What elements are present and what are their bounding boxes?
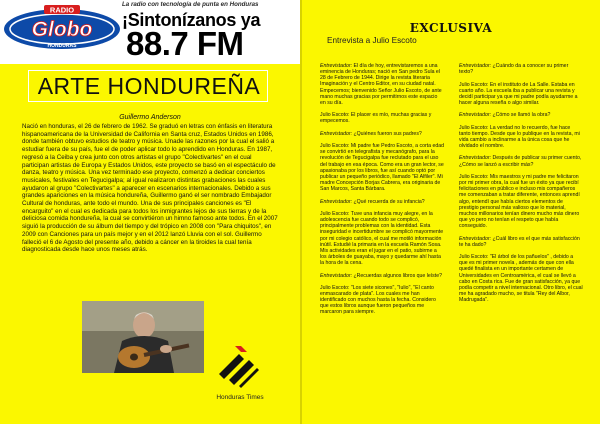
section-title: ARTE HONDUREÑA — [37, 73, 261, 99]
interview-paragraph: Entrevistador: Después de publicar su primer cuento, ¿Cómo se lanzó a escribir más? — [459, 155, 582, 168]
interview-paragraph: Julio Escoto: El placer es mío, muchas gracias y empecemos. — [320, 112, 432, 125]
radio-city: HONDURAS — [47, 43, 77, 49]
radio-call-to-action: ¡Sintonízanos ya — [122, 10, 261, 30]
interview-paragraph: Entrevistador: El día de hoy, entrevistaremos a una eminencia de Honduras; nació en San pedro Sula el 28 de Febrero de 1944. Dirige la revista literaria Imaginación y el Centro Editor, en su ciudad natal. Empecemos; bienvenido Señor Julio Escoto, de ante mano muchas gracias por permitirnos este espacio en su día. — [320, 63, 442, 106]
interview-paragraph: Julio Escoto: "El árbol de los pañuelos" , debido a que es mi primer novela , además de que con ella quedé finalista en un importante certamen de Universidades en Centroamérica, el cual se llevó a cabo en Costa rica. Fue de gran satisfacción, ya que podía competir a nivel internacional. Otro libro, el cual me ha agradado mucho, se titula "Rey del Albor, Madrugada". — [459, 254, 583, 304]
interview-paragraph: Julio Escoto: La verdad no lo recuerdo, fue hace tanto tiempo. Desde que lo publique en la revista, mi vida cambio a inclinarme a la única cosa que he olvidado el nombre. — [459, 124, 580, 150]
guitarist-illustration — [82, 301, 204, 373]
honduras-times-name: Honduras Times — [216, 394, 264, 401]
interview-paragraph: Entrevistador: ¿Qué recuerda de su infancia? — [320, 198, 425, 205]
radio-frequency: 88.7 FM — [126, 25, 244, 62]
article-author: Guillermo Anderson — [119, 114, 181, 121]
interview-paragraph: Entrevistador: ¿Cuándo da a conocer su primer texto? — [459, 63, 569, 76]
interview-paragraph: Entrevistador: ¿Cómo se llamó la obra? — [459, 112, 551, 119]
article-body: Nació en honduras, el 26 de febrero de 1962. Se graduó en letras con énfasis en literatura hispanoamericana de la Universidad de California en Santa cruz, Estados Unidos en 1986, donde también obtuvo estudios de teatro y música. Unade las razones por la cual el salió a estudiar fuera de su país, fue el de poder aplicar todo lo aprendido en Honduras. En 1987, regresó a la Ceiba y crea junto con otros artistas el grupo "Colectivartes" en el cual participan artistas de Europa y Estados Unidos, este proyecto se basó en el espectáculo de danza, teatro y música. Una vez terminado ese proyecto, comenzó a dedicar conciertos musicales, festivales en Tegucigalpa; al igual realizaron distintas grabaciones las cuales ayudaron al grupo "Colectivartes" a aparecer en escenarios internacionales. Debido a sus grandes apariciones en la música hondureña, Guillermo ganó el ser nombrado Embajador Cultural de honduras, ante todo el mundo. Una de sus principales canciones es "El encarguito" en el cual es dedicada para todos los inmigrantes lejos de sus tierras y de la deliciosa comida hondureña, la cual se convirtiéron un himno famoso ante todos. En el 2007 siguió la producción de su álbum del tiempo y del trópico en 2008 con "Para chiquitos", en 2009 con Canciones para un país mejor y en el 2012 lanzó Lluvia con el sol. Guillermo falleció el 6 de Agosto del presente año, debido a cáncer en la tiroides la cual tenía diagnosticada desde hace unos meses atrás. — [22, 123, 278, 254]
exclusive-heading: EXCLUSIVA — [409, 21, 493, 35]
interview-paragraph: Julio Escoto: Mis maestros y mi padre me felicitaron por mi primer obra, la cual fue un éxito ya que recibí felicitaciones en público e incluso mis compañeros me comenzaban a tratar diferente, entonces aprendí algo, entendí que había ciertos elementos de prestigio personal más valioso que lo material, muchos millonarios tenían dinero mucho más dinero que yo pero no tenían el respeto que había conseguido. — [459, 173, 580, 230]
interview-paragraph: Julio Escoto: Tuve una infancia muy alegre, en la adolescencia fue cuando todo se complicó, principalmente problemas con la identidad. Esta inseguridad e incertidumbre se complicó mayormente por mi colegio católico, el cual me motiló información inútil. Estudié la primaria en la escuela Ramón Sosa. Mis actividades eran el jugar en el patio, subirme a los árboles de guayaba, mayo y quedarme ahí hasta la hora de la cena. — [320, 210, 444, 267]
radio-label: RADIO — [49, 5, 75, 15]
radio-brand: Globo — [31, 18, 93, 41]
interview-paragraph: Julio Escoto: Mi padre fue Pedro Escoto, a corta edad se convirtió en telegrafista y mecanógrafo, para la revolución de Tegucigalpa fue reclutado para el uso del trabajo en esa época. Como era un gran lector, se apasionaba por los libros, fue así cuando optó por publicar un pequeño periódico, llamado "El Alfiler". Mi madre Concepción Borjas Cabrera, era originaria de San Marcos, Santa Bárbara. — [320, 143, 444, 193]
interview-column-left — [320, 63, 444, 322]
interview-subtitle: Entrevista a Julio Escoto — [327, 36, 417, 45]
interview-paragraph: Julio Escoto: "Los siete sicones", "Iulio", "El canto enmascarado de plata". Los cuales me han identificado con muchos hasta la fecha. Considero que estos libros aunque fueron pequeños me marcaron para siempre. — [320, 284, 436, 316]
interview-paragraph: Entrevistador: ¿Cuál libro es el que más satisfacción te ha dado? — [459, 235, 580, 248]
interview-paragraph: Entrevistador: ¿Quiénes fueron sus padres? — [320, 130, 422, 137]
section-title-box — [28, 70, 268, 102]
interview-paragraph: Julio Escoto: En el instituto de La Salle. Estaba en cuarto año. La escuela iba a publicar una revista y decidí participar ya que mi padre podía ayudarme a hacer alguna reseña o algo similar. — [459, 81, 578, 106]
honduras-times-logo — [215, 342, 261, 392]
guitarist-photo — [82, 301, 204, 373]
radio-tagline: La radio con tecnología de punta en Honduras — [122, 1, 259, 8]
interview-paragraph: Entrevistador: ¿Recuerdas algunos libros que leíste? — [320, 272, 442, 279]
interview-column-right — [459, 63, 583, 310]
radio-globo-logo — [2, 2, 122, 52]
radio-ad-banner — [0, 0, 300, 64]
